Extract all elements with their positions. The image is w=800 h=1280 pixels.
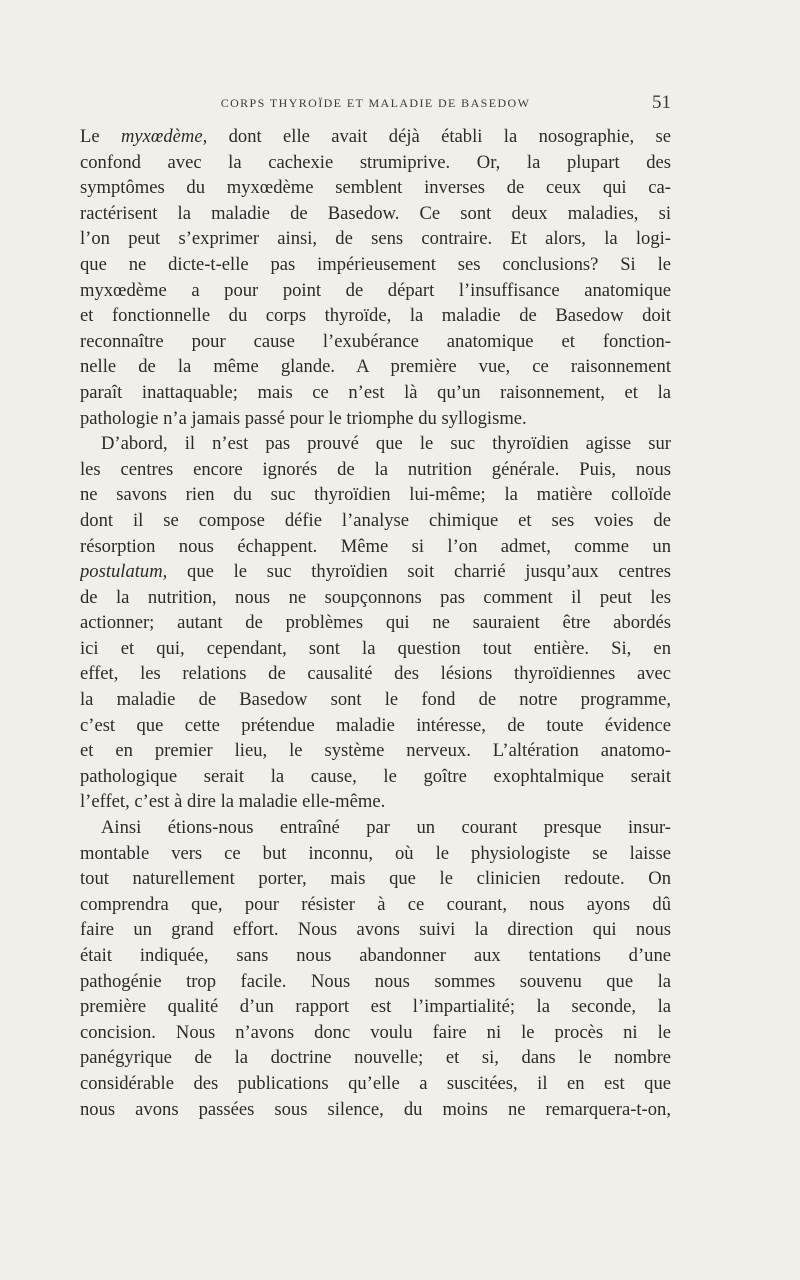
text-line: les centres encore ignorés de la nutrition générale. Puis, nous <box>80 458 671 480</box>
text-line: tout naturellement porter, mais que le clinicien redoute. On <box>80 868 671 890</box>
running-header <box>80 92 671 118</box>
text-line: ractérisent la maladie de Basedow. Ce sont deux maladies, si <box>80 202 671 224</box>
text-run: que le suc thyroïdien soit charrié jusqu’aux centres <box>167 561 671 583</box>
text-line: pathologie n’a jamais passé pour le triomphe du syllogisme. <box>80 407 527 429</box>
page-number: 51 <box>652 92 671 113</box>
text-line: ne savons rien du suc thyroïdien lui-même; la matière colloïde <box>80 484 671 506</box>
text-line: de la nutrition, nous ne soupçonnons pas comment il peut les <box>80 586 671 608</box>
text-line: D’abord, il n’est pas prouvé que le suc thyroïdien agisse sur <box>101 433 671 455</box>
text-line: nous avons passées sous silence, du moins ne remarquera-t-on, <box>80 1098 671 1120</box>
text-line: panégyrique de la doctrine nouvelle; et si, dans le nombre <box>80 1047 671 1069</box>
text-line: concision. Nous n’avons donc voulu faire ni le procès ni le <box>80 1021 671 1043</box>
text-line: pathogénie trop facile. Nous nous sommes souvenu que la <box>80 970 671 992</box>
text-run: dont elle avait déjà établi la nosographie, se <box>207 126 671 147</box>
running-title: CORPS THYROÏDE ET MALADIE DE BASEDOW <box>220 96 531 110</box>
text-line: comprendra que, pour résister à ce courant, nous ayons dû <box>80 893 671 915</box>
text-line: myxœdème a pour point de départ l’insuffisance anatomique <box>80 279 671 301</box>
text-line: la maladie de Basedow sont le fond de notre programme, <box>80 689 671 711</box>
text-line: reconnaître pour cause l’exubérance anatomique et fonction- <box>80 330 671 352</box>
text-line: et en premier lieu, le système nerveux. L’altération anatomo- <box>80 740 671 762</box>
text-line: paraît inattaquable; mais ce n’est là qu’un raisonnement, et la <box>80 381 671 403</box>
text-line: c’est que cette prétendue maladie intéresse, de toute évidence <box>80 714 671 736</box>
text-line: nelle de la même glande. A première vue, ce raisonnement <box>80 356 671 378</box>
text-line: Ainsi étions-nous entraîné par un courant presque insur- <box>101 817 671 839</box>
text-line: actionner; autant de problèmes qui ne sauraient être abordés <box>80 612 671 634</box>
text-line: que ne dicte-t-elle pas impérieusement ses conclusions? Si le <box>80 253 671 275</box>
text-line: pathologique serait la cause, le goître exophtalmique serait <box>80 765 671 787</box>
text-line: faire un grand effort. Nous avons suivi la direction qui nous <box>80 919 671 941</box>
text-line: confond avec la cachexie strumiprive. Or, la plupart des <box>80 151 671 173</box>
text-line: ici et qui, cependant, sont la question tout entière. Si, en <box>80 637 671 659</box>
italic-term: myxœdème, <box>121 126 208 147</box>
text-line: résorption nous échappent. Même si l’on admet, comme un <box>80 535 671 557</box>
book-page <box>80 92 671 1122</box>
text-run: Le <box>80 126 121 147</box>
text-line: effet, les relations de causalité des lésions thyroïdiennes avec <box>80 663 671 685</box>
text-line: première qualité d’un rapport est l’impartialité; la seconde, la <box>80 996 671 1018</box>
text-line: l’on peut s’exprimer ainsi, de sens contraire. Et alors, la logi- <box>80 228 671 250</box>
text-line: symptômes du myxœdème semblent inverses de ceux qui ca- <box>80 177 671 199</box>
text-line: l’effet, c’est à dire la maladie elle-même. <box>80 791 386 813</box>
text-line: était indiquée, sans nous abandonner aux tentations d’une <box>80 945 671 966</box>
text-line: montable vers ce but inconnu, où le physiologiste se laisse <box>80 842 671 864</box>
text-line: et fonctionnelle du corps thyroïde, la maladie de Basedow doit <box>80 305 671 327</box>
body-text <box>80 124 671 1122</box>
text-line: considérable des publications qu’elle a suscitées, il en est que <box>80 1072 671 1094</box>
italic-term: postulatum, <box>80 561 168 583</box>
text-line: dont il se compose défie l’analyse chimique et ses voies de <box>80 509 671 531</box>
text-line <box>80 124 671 150</box>
text-line <box>80 559 671 585</box>
